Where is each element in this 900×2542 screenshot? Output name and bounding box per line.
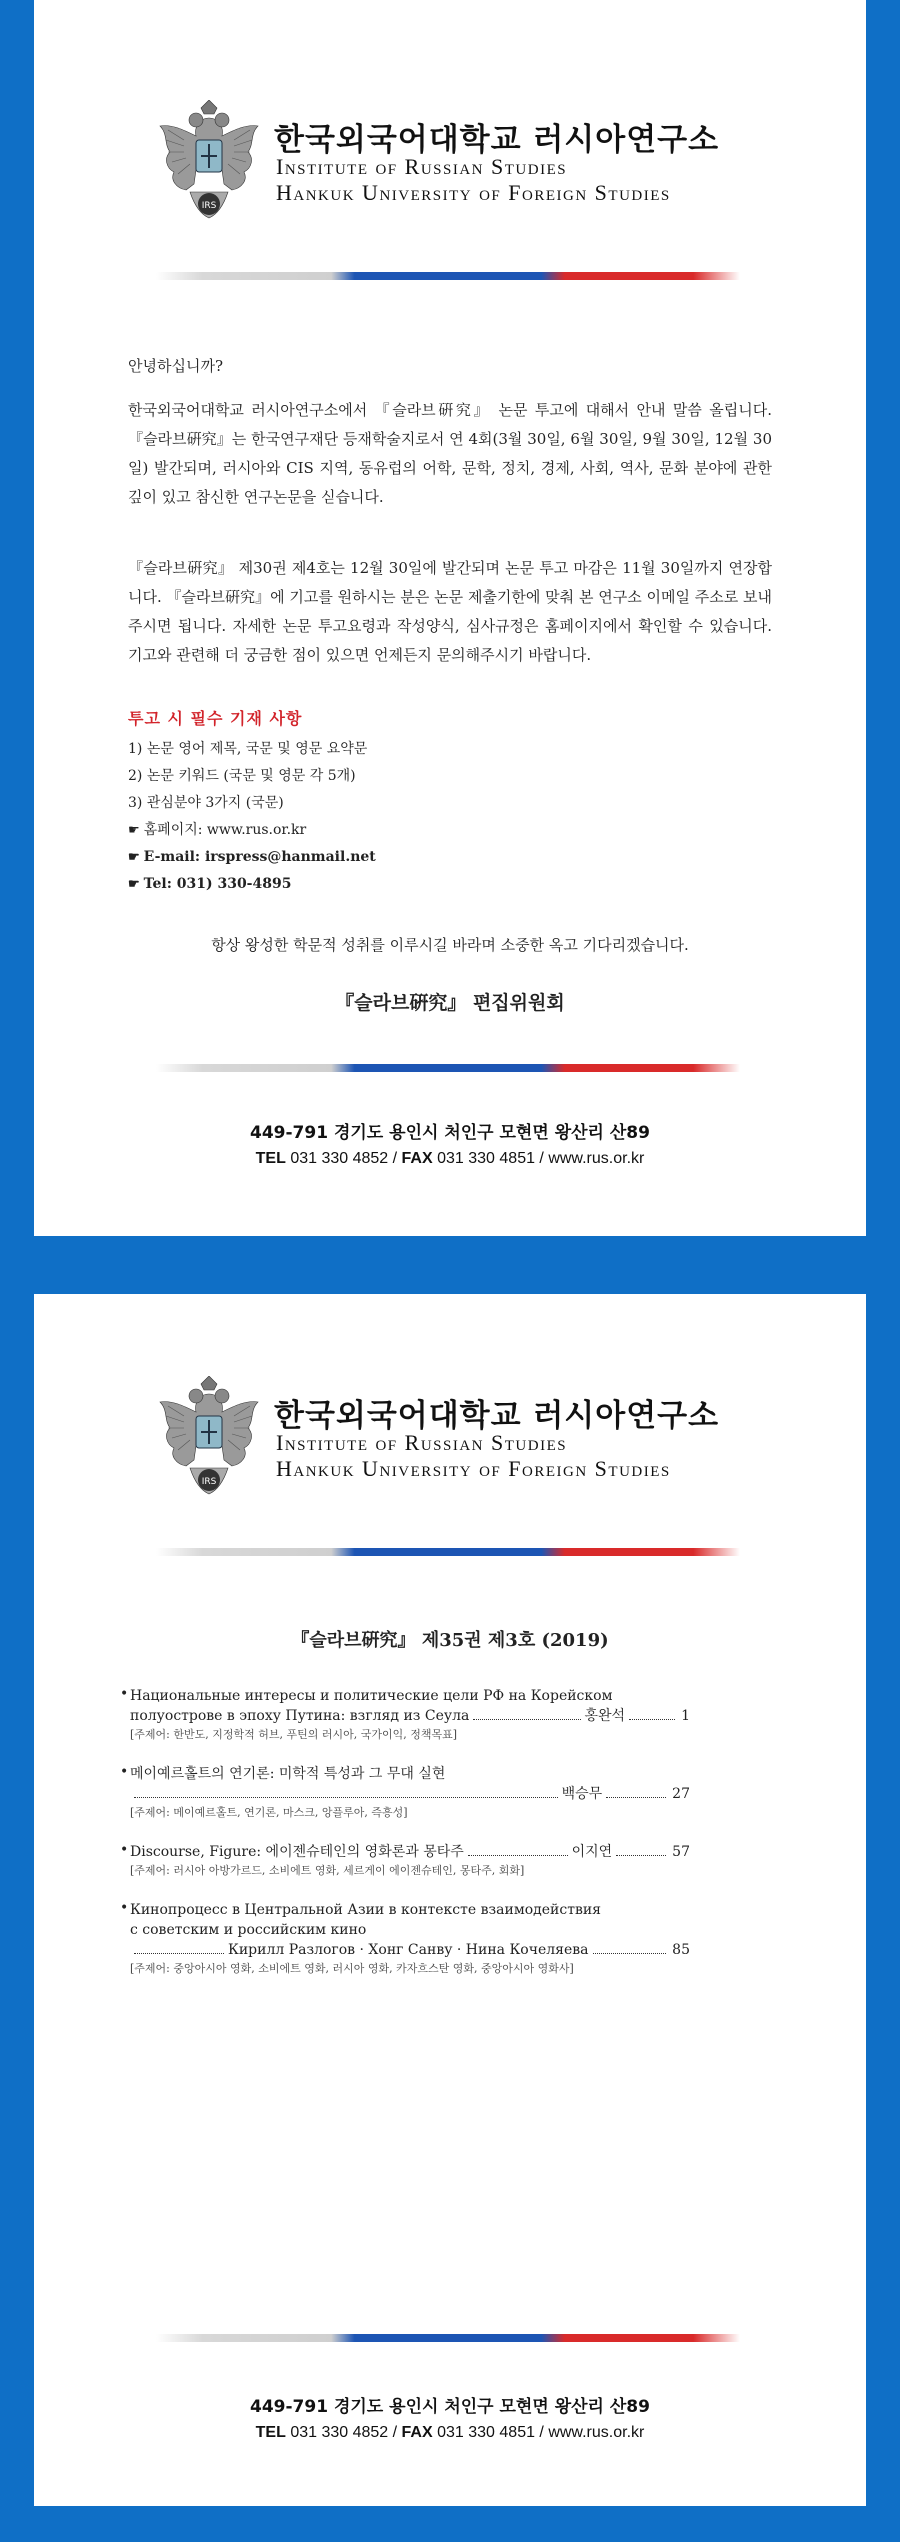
- institute-name-english: Institute of Russian Studies: [276, 1430, 568, 1455]
- deadline-paragraph: 『슬라브硏究』 제30권 제4호는 12월 30일에 발간되며 논문 투고 마감은 11월 30일까지 연장합니다. 『슬라브硏究』에 기고를 원하시는 분은 논문 제출기한에 맞춰 본 연구소 이메일 주소로 보내 주시면 됩니다. 자세한 논문 투고요령과 작성양식, 심사규정은 홈페이지에서 확인할 수 있습니다. 기고와 관련해 더 궁금한 점이 있으면 언제든지 문의해주시기 바랍니다.: [128, 559, 772, 664]
- tricolor-divider: [156, 1064, 740, 1072]
- requirement-item: 3) 관심분야 3가지 (국문): [128, 795, 284, 811]
- svg-text:IRS: IRS: [201, 1477, 217, 1487]
- university-name-english: Hankuk University of Foreign Studies: [276, 1456, 671, 1481]
- article-title: Национальные интересы и политические цели РФ на Корейском: [130, 1688, 613, 1704]
- pointing-hand-icon: ☛: [128, 850, 140, 865]
- contents-list: [120, 1686, 690, 1998]
- article-author: 백승무: [561, 1786, 603, 1802]
- table-of-contents-page: [34, 1294, 866, 2506]
- requirements-heading: 투고 시 필수 기재 사항: [128, 709, 303, 728]
- article-keywords: [주제어: 메이예르홀트, 연기론, 마스크, 앙플루아, 즉흥성]: [130, 1806, 408, 1819]
- requirement-item: 2) 논문 키워드 (국문 및 영문 각 5개): [128, 768, 356, 784]
- tricolor-divider: [156, 272, 740, 280]
- article-title: Discourse, Figure: 에이젠슈테인의 영화론과 몽타주: [130, 1844, 464, 1860]
- institute-header: [34, 100, 866, 240]
- institute-name-korean: 한국외국어대학교 러시아연구소: [274, 1398, 720, 1434]
- university-name-english: Hankuk University of Foreign Studies: [276, 180, 671, 205]
- pointing-hand-icon: ☛: [128, 877, 140, 892]
- article-page: 85: [672, 1942, 690, 1958]
- contact-tel: ☛ Tel: 031) 330-4895: [128, 876, 292, 892]
- institute-name-english: Institute of Russian Studies: [276, 154, 568, 179]
- footer-contacts: TEL 031 330 4852 / FAX 031 330 4851 / www.rus.or.kr: [255, 1150, 645, 1167]
- article-entry: • 메이예르홀트의 연기론: 미학적 특성과 그 무대 실현 백승무 27 [주제어: 메이예르홀트, 연기론, 마스크, 앙플루아, 즉흥성]: [130, 1764, 690, 1822]
- article-page: 57: [672, 1844, 690, 1860]
- intro-paragraph: 한국외국어대학교 러시아연구소에서 『슬라브硏究』 논문 투고에 대해서 안내 말씀 올립니다. 『슬라브硏究』는 한국연구재단 등재학술지로서 연 4회(3월 30일, 6월 30일, 9월 30일, 12월 30일) 발간되며, 러시아와 CIS 지역, 동유럽의 어학, 문학, 정치, 경제, 사회, 역사, 문화 분야에 관한 깊이 있고 참신한 연구논문을 싣습니다.: [128, 401, 772, 506]
- article-keywords: [주제어: 중앙아시아 영화, 소비에트 영화, 러시아 영화, 카자흐스탄 영화, 중앙아시아 영화사]: [130, 1962, 574, 1975]
- footer-address: 449-791 경기도 용인시 처인구 모현면 왕산리 산89: [250, 1123, 650, 1143]
- article-entry: • Discourse, Figure: 에이젠슈테인의 영화론과 몽타주 이지연 57 [주제어: 러시아 아방가르드, 소비에트 영화, 세르게이 에이젠슈테인, 몽타주, 회화]: [130, 1842, 690, 1880]
- tricolor-divider: [156, 1548, 740, 1556]
- article-page: 1: [681, 1708, 690, 1724]
- requirements-list: [128, 736, 768, 898]
- double-eagle-emblem-icon: [154, 1376, 264, 1506]
- contact-homepage: ☛ 홈페이지: www.rus.or.kr: [128, 822, 307, 838]
- article-title: Кинопроцесс в Центральной Азии в контексте взаимодействия: [130, 1902, 602, 1918]
- article-author: Кирилл Разлогов · Хонг Санву · Нина Кочеляева: [228, 1942, 589, 1958]
- article-author: 이지연: [571, 1844, 613, 1860]
- double-eagle-emblem-icon: [154, 100, 264, 230]
- article-page: 27: [672, 1786, 690, 1802]
- article-author: 홍완석: [584, 1708, 626, 1724]
- issue-title: 『슬라브硏究』 제35권 제3호 (2019): [291, 1630, 609, 1651]
- footer-address: 449-791 경기도 용인시 처인구 모현면 왕산리 산89: [250, 2397, 650, 2417]
- greeting: 안녕하십니까?: [128, 357, 223, 375]
- tricolor-divider: [156, 2334, 740, 2342]
- article-title: с советским и российским кино: [130, 1922, 367, 1938]
- article-keywords: [주제어: 한반도, 지정학적 허브, 푸틴의 러시아, 국가이익, 정책목표]: [130, 1728, 458, 1741]
- article-entry: • Национальные интересы и политические цели РФ на Корейском полуострове в эпоху Путина: взгляд из Сеула 홍완석 1 [주제어: 한반도, 지정학적 허브, 푸틴의 러시아, 국가이익, 정책목표]: [130, 1686, 690, 1744]
- requirement-item: 1) 논문 영어 제목, 국문 및 영문 요약문: [128, 741, 368, 757]
- article-keywords: [주제어: 러시아 아방가르드, 소비에트 영화, 세르게이 에이젠슈테인, 몽타주, 회화]: [130, 1864, 525, 1877]
- institute-name-korean: 한국외국어대학교 러시아연구소: [274, 122, 720, 158]
- contact-email: ☛ E-mail: irspress@hanmail.net: [128, 849, 376, 865]
- footer-contacts: TEL 031 330 4852 / FAX 031 330 4851 / www.rus.or.kr: [255, 2424, 645, 2441]
- closing-remark: 항상 왕성한 학문적 성취를 이루시길 바라며 소중한 옥고 기다리겠습니다.: [211, 936, 689, 954]
- svg-text:IRS: IRS: [201, 201, 217, 211]
- institute-header: [34, 1376, 866, 1516]
- announcement-page: [34, 0, 866, 1236]
- article-entry: • Кинопроцесс в Центральной Азии в контексте взаимодействия с советским и российским кино Кирилл Разлогов · Хонг Санву · Нина Кочеляева 85 [주제어: 중앙아시아 영화, 소비에트 영화, 러시아 영화, 카자흐스탄 영화, 중앙아시아 영화사]: [130, 1900, 690, 1978]
- article-title: 메이예르홀트의 연기론: 미학적 특성과 그 무대 실현: [130, 1766, 446, 1782]
- article-title: полуострове в эпоху Путина: взгляд из Сеула 홍완석 1: [130, 1708, 690, 1724]
- pointing-hand-icon: ☛: [128, 823, 140, 838]
- editorial-committee: 『슬라브硏究』 편집위원회: [335, 992, 565, 1014]
